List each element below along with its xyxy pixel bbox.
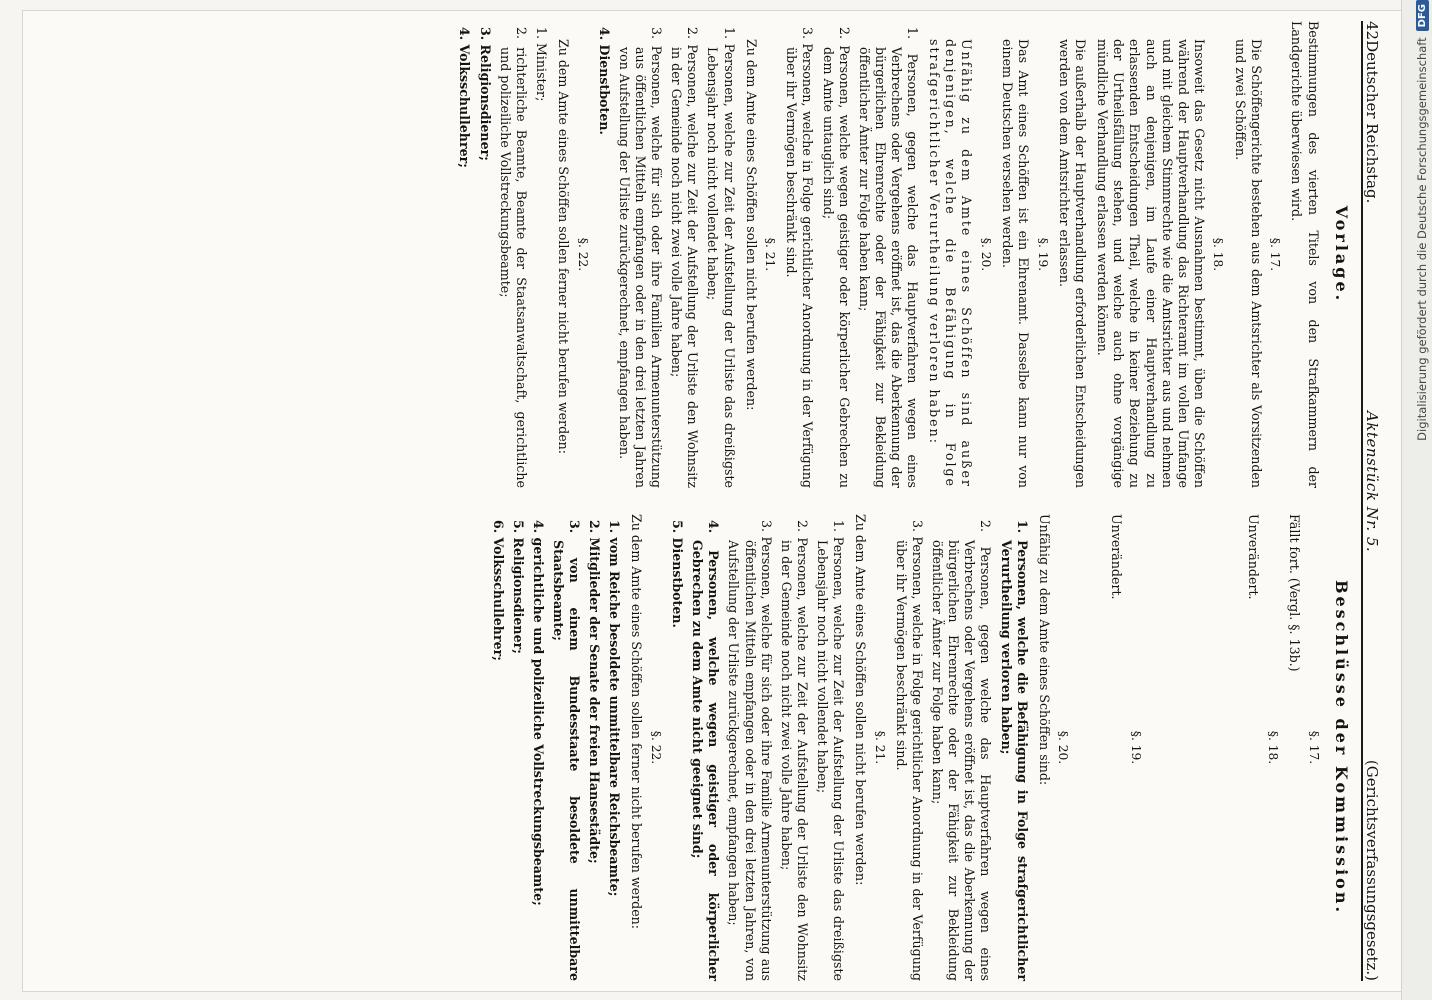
section-label: §. 18. xyxy=(1265,730,1280,765)
header-right-title: (Gerichtsverfassungsgesetz.) xyxy=(1363,759,1381,981)
list-item: 2. Personen, welche zur Zeit der Aufstellung der Urliste den Wohnsitz in der Gemeinde noch nicht zwei volle Jahre haben; xyxy=(669,27,701,488)
list-item: 3. Personen, welche in Folge gerichtlicher Anordnung in der Verfügung über ihr Vermögen beschränkt sind. xyxy=(784,27,816,488)
section-label: §. 20. xyxy=(979,237,994,272)
column-beschluesse xyxy=(41,514,1351,981)
header-center-title: Aktenstück Nr. 5. xyxy=(1363,411,1381,553)
section-text: Zu dem Amte eines Schöffen sollen ferner nicht berufen werden: xyxy=(629,514,645,930)
section-label: §. 20. xyxy=(1056,730,1071,765)
two-columns xyxy=(41,21,1351,981)
section-text: Zu dem Amte eines Schöffen sollen nicht berufen werden: xyxy=(853,514,869,886)
list xyxy=(489,514,622,981)
list-item: 2. Personen, welche zur Zeit der Aufstellung der Urliste den Wohnsitz in der Gemeinde noch nicht zwei volle Jahre haben; xyxy=(778,520,810,981)
list xyxy=(456,21,549,488)
list-item: 3. Personen, welche für sich oder ihre Familie Armenunterstützung aus öffentlichen Mitteln empfangen oder in den drei letzten Jahren, von Aufstellung der Urliste zurückgerechnet, empfangen haben; xyxy=(726,520,774,981)
rotated-content xyxy=(27,21,1397,981)
list-item: 4. Dienstboten. xyxy=(596,27,612,135)
section-text: Insoweit das Gesetz nicht Ausnahmen bestimmt, üben die Schöffen während der Hauptverhandlung das Richteramt im vollen Umfange und mit gleichem Stimmrechte wie die Amtsrichter aus und nehmen auch an denjenigen, im Laufe einer Hauptverhandlung zu erlassenden Entscheidungen Theil, welche in keiner Beziehung zu der Urtheilsfällung stehen, und welche auch ohne vorgängige mündliche Verhandlung erlassen werden können. xyxy=(1095,39,1207,488)
list-item: 6. Volksschullehrer; xyxy=(490,520,506,661)
section-label: §. 21. xyxy=(763,237,778,272)
list xyxy=(596,21,737,488)
list-item: 3. Personen, welche für sich oder ihre Familien Armenunterstützung aus öffentlichen Mitteln empfangen oder in den drei letzten Jahren von Aufstellung der Urliste zurückgerechnet, empfangen haben. xyxy=(616,27,665,488)
section-text: Zu dem Amte eines Schöffen sollen ferner nicht berufen werden: xyxy=(556,39,572,455)
section-label: §. 19. xyxy=(1129,730,1144,765)
section-text: Die Schöffengerichte bestehen aus dem Amtsrichter als Vorsitzenden und zwei Schöffen. xyxy=(1232,39,1264,488)
list xyxy=(893,514,1030,981)
list-item: 4. gerichtliche und polizeiliche Vollstreckungsbeamte; xyxy=(530,520,546,906)
section-label: §. 18. xyxy=(1211,237,1226,272)
list-item: 3. Personen, welche in Folge gerichtlicher Anordnung in der Verfügung über ihr Vermögen beschränkt sind. xyxy=(893,520,925,981)
list-item: 2. richterliche Beamte, Beamte der Staatsanwaltschaft, gerichtliche und polizeiliche Vollstreckungsbeamte; xyxy=(497,27,529,488)
intro-text: Bestimmungen des vierten Titels von den Strafkammern der Landgerichte überwiesen wird. xyxy=(1289,21,1321,488)
list-item: 1. Personen, gegen welche das Hauptverfahren wegen eines Verbrechens oder Vergehens eröffnet ist, das die Aberkennung der bürgerlichen Ehrenrechte oder der Fähigkeit zur Bekleidung öffentlicher Ämter zur Folge haben kann; xyxy=(856,27,921,488)
list-item: 2. Personen, gegen welche das Hauptverfahren wegen eines Verbrechens oder Vergehens eröffnet ist, das die Aberkennung der bürgerlichen Ehrenrechte oder der Fähigkeit zur Bekleidung öffentlicher Ämter zur Folge haben kann; xyxy=(930,520,994,981)
dfg-logo: DFG xyxy=(1416,0,1429,31)
section-text: Die außerhalb der Hauptverhandlung erforderlichen Entscheidungen werden von dem Amtsrichter erlassen. xyxy=(1057,39,1089,488)
section-label: §. 22. xyxy=(575,237,590,272)
list-item: 4. Volksschullehrer; xyxy=(457,27,473,168)
section-label: §. 17. xyxy=(1268,237,1283,272)
section-text: Unverändert. xyxy=(1109,514,1125,600)
list-item: 3. Religionsdiener; xyxy=(477,27,493,161)
page-number: 42 xyxy=(1363,21,1381,41)
section-label: §. 21. xyxy=(872,730,887,765)
document-page xyxy=(22,10,1402,992)
section-label: §. 19. xyxy=(1035,237,1050,272)
list-item: 1. vom Reiche besoldete unmittelbare Reichsbeamte; xyxy=(607,520,623,897)
column-vorlage xyxy=(41,21,1351,488)
column-heading-vorlage: Vorlage. xyxy=(1332,205,1351,304)
list-item: 4. Personen, welche wegen geistiger oder körperlicher Gebrechen zu dem Amte nicht geeignet sind; xyxy=(690,520,722,981)
list-item: 5. Dienstboten. xyxy=(670,520,686,628)
list-item: 1. Minister; xyxy=(533,27,549,102)
list-item: 1. Personen, welche zur Zeit der Aufstellung der Urliste das dreißigste Lebensjahr noch nicht vollendet haben; xyxy=(814,520,847,981)
list-item: 1. Personen, welche zur Zeit der Aufstellung der Urliste das dreißigste Lebensjahr noch nicht vollendet haben; xyxy=(705,27,737,488)
list-item: 2. Personen, welche wegen geistiger oder körperlicher Gebrechen zu dem Amte untauglich sind; xyxy=(820,27,852,488)
list-item: 5. Religionsdiener; xyxy=(510,520,526,654)
list xyxy=(669,514,846,981)
section-text: Das Amt eines Schöffen ist ein Ehrenamt. Dasselbe kann nur von einem Deutschen versehen werden. xyxy=(1000,39,1032,488)
section-text: Zu dem Amte eines Schöffen sollen nicht berufen werden: xyxy=(743,39,759,411)
column-heading-beschluesse: Beschlüsse der Kommission. xyxy=(1332,579,1351,916)
dfg-sidebar xyxy=(1410,0,1432,1000)
list-item: 2. Mitglieder der Senate der freien Hansestädte; xyxy=(587,520,603,864)
dfg-credit-text: Digitalisierung gefördert durch die Deutsche Forschungsgemeinschaft xyxy=(1415,37,1429,441)
list xyxy=(783,21,920,488)
section-label: §. 22. xyxy=(648,730,663,765)
section-text: Unfähig zu dem Amte eines Schöffen sind: xyxy=(1036,514,1052,786)
header-left-title: Deutscher Reichstag. xyxy=(1363,40,1381,204)
list-item: 3. von einem Bundesstaate besoldete unmittelbare Staatsbeamte; xyxy=(550,520,583,981)
section-text: Unverändert. xyxy=(1246,514,1262,600)
section-text: Fällt fort. (Vergl. §. 13b.) xyxy=(1286,514,1302,672)
section-label: §. 17. xyxy=(1306,730,1321,765)
page-header xyxy=(1361,21,1397,981)
section-text: Unfähig zu dem Amte eines Schöffen sind außer denjenigen, welche die Befähigung in Folge strafgerichtlicher Verurtheilung verloren haben: xyxy=(927,39,975,488)
list-item: 1. Personen, welche die Befähigung in Folge strafgerichtlicher Verurtheilung verloren haben; xyxy=(998,520,1030,981)
